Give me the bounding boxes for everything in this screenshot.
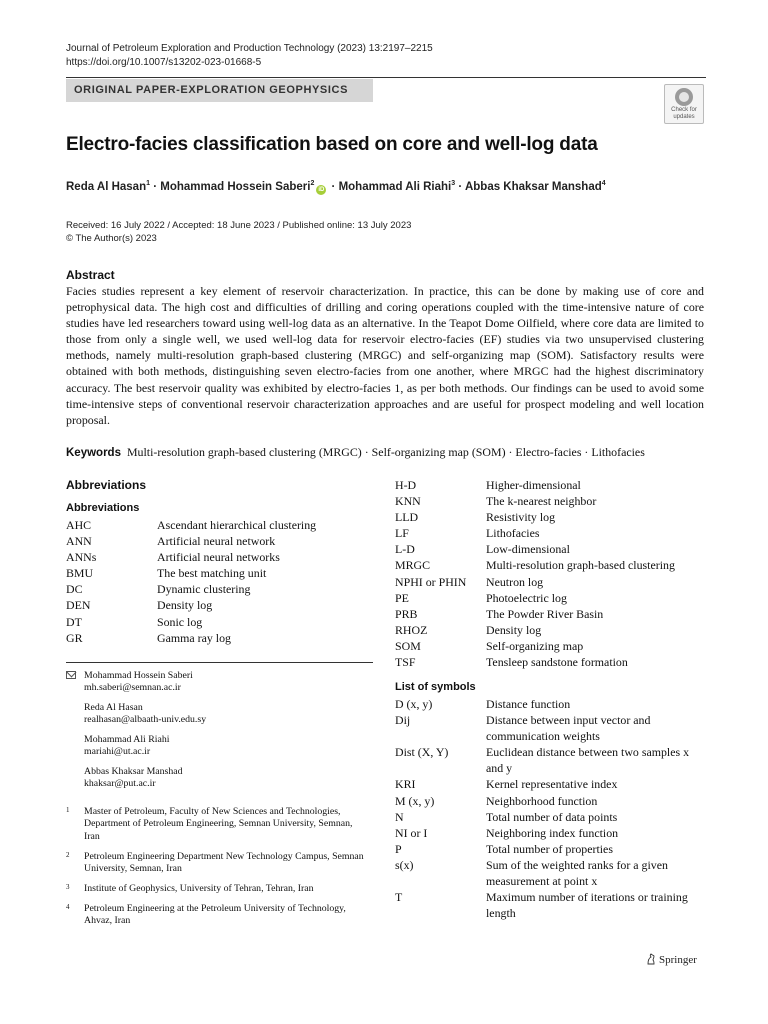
term: NPHI or PHIN <box>395 574 467 589</box>
term-definition: Artificial neural networks <box>157 550 280 565</box>
abbreviation-row <box>395 622 705 638</box>
abbreviation-row <box>395 525 705 541</box>
term-definition: The best matching unit <box>157 566 267 581</box>
contact-entry <box>84 702 366 726</box>
symbol-row <box>395 744 705 776</box>
abbreviation-row <box>66 614 366 630</box>
term-definition: Tensleep sandstone formation <box>486 655 628 670</box>
term-definition: Neighborhood function <box>486 793 598 808</box>
affiliation-text: Petroleum Engineering Department New Technology Campus, Semnan University, Semnan, Iran <box>84 851 364 875</box>
contact-entry <box>84 670 366 694</box>
term: L-D <box>395 542 415 557</box>
term-definition: Distance function <box>486 697 571 711</box>
affiliation-text: Institute of Geophysics, University of Tehran, Tehran, Iran <box>84 883 314 894</box>
dates-line: Received: 16 July 2022 / Accepted: 18 June 2023 / Published online: 13 July 2023 <box>66 220 412 231</box>
orcid-icon[interactable]: iD <box>318 186 325 193</box>
author-affil-ref: 4 <box>601 180 606 187</box>
journal-header <box>66 42 433 70</box>
author-name[interactable]: Mohammad Hossein Saberi <box>160 180 311 193</box>
abbreviation-row <box>395 509 705 525</box>
term: TSF <box>395 655 416 670</box>
term: P <box>395 841 402 856</box>
affiliation <box>66 806 366 843</box>
term-definition: Distance between input vector and communication weights <box>486 713 651 744</box>
term-definition: Higher-dimensional <box>486 478 581 492</box>
author-affil-ref: 1 <box>146 180 151 187</box>
term-definition: Resistivity log <box>486 510 556 525</box>
copyright-line: © The Author(s) 2023 <box>66 233 157 244</box>
contact-name: Mohammad Hossein Saberi <box>84 670 193 681</box>
abbreviation-row <box>395 638 705 654</box>
abbreviation-row <box>395 541 705 557</box>
abbreviation-row <box>66 597 366 613</box>
affiliation-text: Petroleum Engineering at the Petroleum University of Technology, Ahvaz, Iran <box>84 903 346 927</box>
abbreviation-row <box>395 590 705 606</box>
article-title: Electro-facies classification based on core and well-log data <box>66 134 598 155</box>
symbol-row <box>395 841 705 857</box>
springer-horse-icon <box>646 953 656 965</box>
contact-entry <box>84 734 366 758</box>
term: DEN <box>66 598 91 613</box>
abbreviations-subheading: Abbreviations <box>66 502 140 514</box>
contact-name: Abbas Khaksar Manshad <box>84 766 183 777</box>
check-for-updates-badge[interactable] <box>664 84 704 124</box>
badge-text-line1: Check for <box>671 107 697 113</box>
term-definition: Self-organizing map <box>486 638 584 653</box>
abbreviation-row <box>66 565 366 581</box>
contact-name: Mohammad Ali Riahi <box>84 734 170 745</box>
author-name[interactable]: Abbas Khaksar Manshad <box>464 180 602 193</box>
abbreviation-row <box>66 517 366 533</box>
term-definition: Gamma ray log <box>157 630 231 645</box>
symbols-heading: List of symbols <box>395 681 476 693</box>
term-definition: Sum of the weighted ranks for a given measurement at point x <box>486 857 668 889</box>
symbol-row <box>395 809 705 825</box>
term-definition: Artificial neural network <box>157 534 276 549</box>
contact-email[interactable]: mh.saberi@semnan.ac.ir <box>84 682 181 693</box>
abbreviation-row <box>66 533 366 549</box>
term-definition: The Powder River Basin <box>486 606 604 621</box>
term: GR <box>66 630 83 645</box>
term-definition: Lithofacies <box>486 526 540 541</box>
abstract-text: Facies studies represent a key element of reservoir characterization. In practice, this can be done by making use of core and petrophysical data. The high cost and difficulties of drilling and coring operations coupled with the time-intensive nature of core studies have led researchers toward using well-log data as an alternative. In the Teapot Dome Oilfield, where core data are limited to those from only a single well, we used well-log data for reservoir electro-facies (EF) studies via two unsupervised clustering methods, namely multi-resolution graph-based clustering (MRGC) and self-organizing map (SOM). Satisfactory results were obtained with both methods, distinguishing seven electro-facies from one another, where MRGC had the highest discriminatory accuracy. The best reservoir quality was exhibited by electro-facies 1, as per both methods. Our findings can be used to avoid some time-intensive steps of conventional reservoir characterization approaches and are useful for prospect modeling and well location proposal. <box>66 284 704 427</box>
abbreviations-list-left <box>66 517 366 646</box>
author-name[interactable]: Reda Al Hasan <box>66 180 147 193</box>
term: T <box>395 890 403 905</box>
keywords <box>66 445 645 460</box>
term-definition: Multi-resolution graph-based clustering <box>486 558 675 573</box>
affiliation-number: 2 <box>66 851 70 859</box>
abbreviation-row <box>395 574 705 590</box>
abstract-heading: Abstract <box>66 268 115 282</box>
doi-link[interactable]: https://doi.org/10.1007/s13202-023-01668-5 <box>66 57 262 68</box>
term: AHC <box>66 518 92 532</box>
abbreviation-row <box>66 581 366 597</box>
term: D (x, y) <box>395 697 433 711</box>
affiliation-number: 4 <box>66 903 70 911</box>
term: PRB <box>395 606 418 621</box>
term-definition: Euclidean distance between two samples x and y <box>486 745 690 776</box>
symbol-row <box>395 857 705 889</box>
symbol-row <box>395 696 705 712</box>
header-rule <box>66 77 706 78</box>
term: KRI <box>395 777 416 792</box>
symbol-row <box>395 889 705 921</box>
contact-name: Reda Al Hasan <box>84 702 143 713</box>
crossmark-icon <box>675 88 693 106</box>
term: NI or I <box>395 825 428 840</box>
term: KNN <box>395 494 421 509</box>
contact-email[interactable]: khaksar@put.ac.ir <box>84 778 156 789</box>
author-affil-ref: 2 <box>310 180 315 187</box>
affiliation <box>66 903 366 928</box>
abbreviations-list-right <box>395 477 705 670</box>
abbreviations-heading: Abbreviations <box>66 478 147 492</box>
abbreviation-row <box>395 493 705 509</box>
abbreviation-row <box>395 654 705 670</box>
article-category: ORIGINAL PAPER-EXPLORATION GEOPHYSICS <box>66 79 373 102</box>
term: s(x) <box>395 857 414 872</box>
affiliation-number: 1 <box>66 806 70 814</box>
journal-citation: Journal of Petroleum Exploration and Production Technology (2023) 13:2197–2215 <box>66 43 433 54</box>
affiliation-number: 3 <box>66 883 70 891</box>
term: MRGC <box>395 558 431 573</box>
publisher-logo <box>646 953 697 966</box>
envelope-icon <box>66 671 76 679</box>
keywords-text: Multi-resolution graph-based clustering (MRGC) · Self-organizing map (SOM) · Electro-facies · Lithofacies <box>126 445 645 459</box>
badge-text-line2: updates <box>673 114 695 120</box>
abbreviation-row <box>66 549 366 565</box>
term-definition: Neighboring index function <box>486 825 619 840</box>
term: Dij <box>395 713 411 728</box>
contact-email[interactable]: realhasan@albaath-univ.edu.sy <box>84 714 207 725</box>
symbol-row <box>395 825 705 841</box>
term: RHOZ <box>395 622 428 637</box>
term-definition: Photoelectric log <box>486 590 567 605</box>
footnote-rule <box>66 662 373 663</box>
term: N <box>395 809 404 824</box>
term: ANN <box>66 534 92 549</box>
term-definition: The k-nearest neighbor <box>486 494 597 509</box>
term-definition: Sonic log <box>157 614 203 629</box>
author-list: Reda Al Hasan$^1$ · Mohammad Hossein Saberi$^2$iD · Mohammad Ali Riahi$^3$ · Abbas Khaksar Manshad$^4$ <box>66 180 606 193</box>
symbols-list <box>395 696 705 921</box>
term-definition: Low-dimensional <box>486 542 570 557</box>
author-affil-ref: 3 <box>451 180 456 187</box>
term-definition: Density log <box>486 622 542 637</box>
term-definition: Dynamic clustering <box>157 582 251 597</box>
abbreviation-row <box>66 630 366 646</box>
term: ANNs <box>66 550 97 565</box>
abbreviation-row <box>395 557 705 573</box>
author-name[interactable]: Mohammad Ali Riahi <box>338 180 452 193</box>
publication-dates <box>66 219 411 245</box>
symbol-row <box>395 776 705 792</box>
term: Dist (X, Y) <box>395 745 449 760</box>
term: DT <box>66 614 82 629</box>
term: LLD <box>395 510 419 525</box>
term-definition: Total number of data points <box>486 809 618 824</box>
contact-entry <box>84 766 366 790</box>
term-definition: Maximum number of iterations or training length <box>486 890 688 921</box>
correspondence-block <box>66 670 366 798</box>
term: BMU <box>66 566 94 581</box>
term: PE <box>395 590 409 605</box>
affiliation <box>66 883 366 895</box>
term-definition: Kernel representative index <box>486 777 618 792</box>
symbol-row <box>395 712 705 744</box>
abbreviation-row <box>395 477 705 493</box>
term-definition: Ascendant hierarchical clustering <box>157 518 317 532</box>
affiliation <box>66 851 366 876</box>
term-definition: Neutron log <box>486 574 544 589</box>
term: LF <box>395 526 409 541</box>
term: SOM <box>395 638 421 653</box>
keywords-label: Keywords <box>66 447 121 459</box>
abbreviation-row <box>395 606 705 622</box>
term: H-D <box>395 478 417 492</box>
term-definition: Density log <box>157 598 213 613</box>
contact-email[interactable]: mariahi@ut.ac.ir <box>84 746 151 757</box>
affiliation-text: Master of Petroleum, Faculty of New Sciences and Technologies, Department of Petroleum Engineering, Semnan University, Semnan, Iran <box>84 806 353 842</box>
term: DC <box>66 582 83 597</box>
term-definition: Total number of properties <box>486 841 613 856</box>
term: M (x, y) <box>395 793 435 808</box>
publisher-name: Springer <box>659 954 697 966</box>
symbol-row <box>395 793 705 809</box>
